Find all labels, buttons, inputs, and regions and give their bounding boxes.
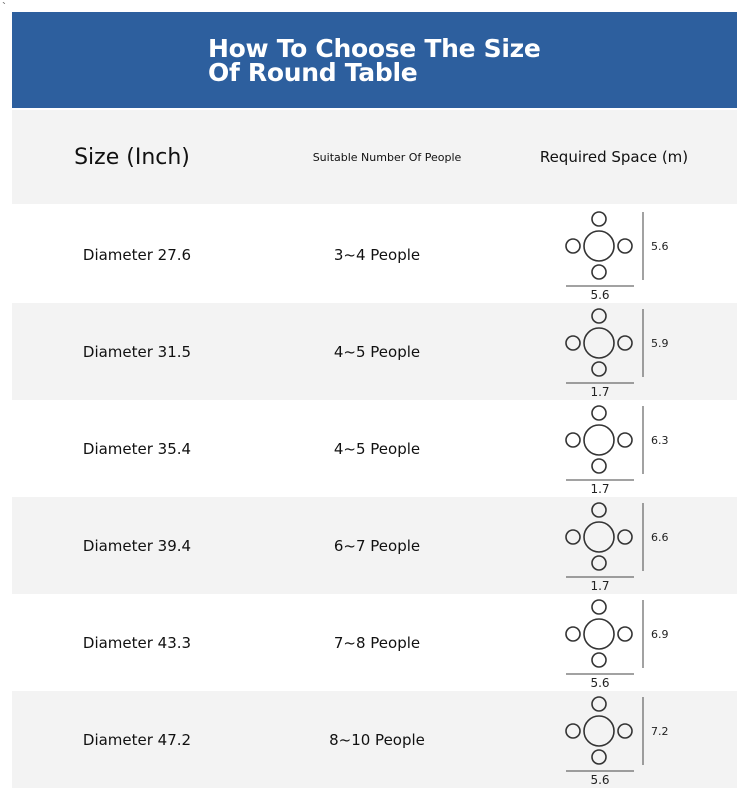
round-table-icon	[584, 522, 614, 552]
people-cell: 7~8 People	[333, 633, 421, 652]
chair-icon	[566, 627, 580, 641]
height-label: 5.6	[651, 240, 669, 253]
page-title	[208, 34, 541, 87]
chair-icon	[566, 433, 580, 447]
chair-icon	[592, 309, 606, 323]
chair-icon	[592, 503, 606, 517]
width-label: 1.7	[590, 579, 610, 593]
chair-icon	[592, 697, 606, 711]
round-table-icon	[584, 716, 614, 746]
space-diagram	[560, 400, 700, 497]
space-diagram	[560, 691, 700, 788]
width-label: 1.7	[590, 482, 610, 496]
chair-icon	[618, 336, 632, 350]
height-label: 5.9	[651, 337, 669, 350]
width-label: 5.6	[590, 676, 610, 690]
chair-icon	[592, 556, 606, 570]
space-diagram	[560, 303, 700, 400]
chair-icon	[592, 653, 606, 667]
chair-icon	[592, 406, 606, 420]
table-row	[12, 303, 737, 400]
height-label: 6.6	[651, 531, 669, 544]
people-cell: 6~7 People	[333, 536, 421, 555]
table-row	[12, 691, 737, 788]
height-label: 7.2	[651, 725, 669, 738]
chair-icon	[566, 336, 580, 350]
table-row	[12, 206, 737, 303]
table-header	[12, 110, 737, 204]
width-label: 5.6	[590, 773, 610, 787]
title-banner	[12, 12, 737, 108]
title-line-2: Of Round Table	[208, 58, 418, 87]
height-label: 6.3	[651, 434, 669, 447]
chair-icon	[618, 724, 632, 738]
chair-icon	[618, 239, 632, 253]
column-header-size: Size (Inch)	[74, 144, 190, 170]
round-table-icon	[584, 619, 614, 649]
people-cell: 3~4 People	[333, 245, 421, 264]
chair-icon	[592, 750, 606, 764]
chair-icon	[618, 627, 632, 641]
round-table-icon	[584, 231, 614, 261]
size-cell: Diameter 35.4	[82, 439, 192, 458]
space-diagram	[560, 594, 700, 691]
chair-icon	[618, 530, 632, 544]
chair-icon	[566, 239, 580, 253]
height-label: 6.9	[651, 628, 669, 641]
column-header-people: Suitable Number Of People	[312, 150, 462, 164]
chair-icon	[592, 600, 606, 614]
people-cell: 8~10 People	[329, 730, 425, 749]
chair-icon	[618, 433, 632, 447]
space-diagram	[560, 206, 700, 303]
chair-icon	[592, 212, 606, 226]
people-cell: 4~5 People	[333, 439, 421, 458]
chair-icon	[566, 530, 580, 544]
round-table-icon	[584, 425, 614, 455]
round-table-icon	[584, 328, 614, 358]
chair-icon	[592, 362, 606, 376]
width-label: 5.6	[590, 288, 610, 302]
size-cell: Diameter 43.3	[82, 633, 192, 652]
table-row	[12, 497, 737, 594]
size-cell: Diameter 47.2	[82, 730, 192, 749]
size-cell: Diameter 27.6	[82, 245, 192, 264]
table-row	[12, 594, 737, 691]
people-cell: 4~5 People	[333, 342, 421, 361]
space-diagram	[560, 497, 700, 594]
corner-mark: `	[2, 0, 6, 14]
width-label: 1.7	[590, 385, 610, 399]
chair-icon	[592, 265, 606, 279]
size-cell: Diameter 31.5	[82, 342, 192, 361]
table-row	[12, 400, 737, 497]
column-header-space: Required Space (m)	[539, 148, 689, 166]
size-cell: Diameter 39.4	[82, 536, 192, 555]
title-line-1: How To Choose The Size	[208, 34, 541, 63]
chair-icon	[592, 459, 606, 473]
chair-icon	[566, 724, 580, 738]
